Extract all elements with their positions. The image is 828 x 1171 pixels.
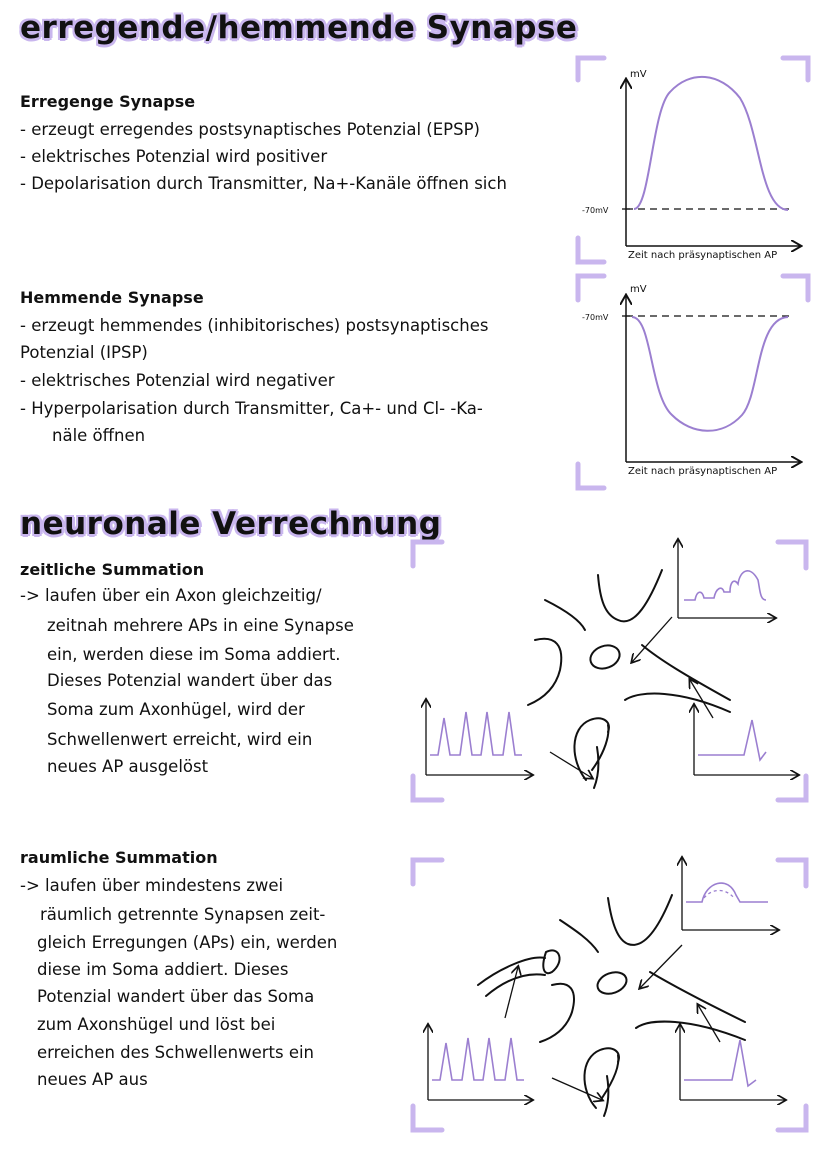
temporal-heading: zeitliche Summation: [20, 560, 205, 579]
frame-corners-temporal: [413, 542, 806, 800]
inhibitory-bullet-3: - Hyperpolarisation durch Transmitter, Ca+- und Cl- -Ka-: [20, 399, 483, 418]
temporal-mini-graph-soma: [678, 540, 775, 618]
temporal-line-1: -> laufen über ein Axon gleichzeitig/: [20, 586, 322, 605]
spatial-line-5: Potenzial wandert über das Soma: [37, 987, 315, 1006]
excitatory-bullet-3: - Depolarisation durch Transmitter, Na+-Kanäle öffnen sich: [20, 174, 507, 193]
ipsp-graph: [622, 296, 800, 462]
frame-corners-ipsp: [578, 276, 808, 488]
epsp-curve: [634, 77, 788, 210]
spatial-mini-graph-soma: [682, 858, 778, 930]
temporal-mini-graph-output: [694, 705, 798, 775]
spatial-line-6: zum Axonshügel und löst bei: [37, 1015, 276, 1034]
spatial-neuron: [478, 895, 745, 1116]
epsp-ylabel: mV: [630, 69, 647, 80]
temporal-line-5: Soma zum Axonhügel, wird der: [47, 700, 305, 719]
spatial-line-8: neues AP aus: [37, 1070, 148, 1089]
spatial-line-4: diese im Soma addiert. Dieses: [37, 960, 289, 979]
frame-corners-epsp: [578, 58, 808, 262]
spatial-line-7: erreichen des Schwellenwerts ein: [37, 1043, 315, 1062]
ipsp-curve: [632, 317, 788, 431]
temporal-line-3: ein, werden diese im Soma addiert.: [47, 645, 341, 664]
temporal-line-4: Dieses Potenzial wandert über das: [47, 671, 333, 690]
excitatory-heading: Erregenge Synapse: [20, 92, 196, 111]
epsp-baseline-label: -70mV: [582, 206, 609, 215]
ipsp-xlabel: Zeit nach präsynaptischen AP: [628, 466, 778, 477]
spatial-line-1: -> laufen über mindestens zwei: [20, 876, 284, 895]
temporal-line-2: zeitnah mehrere APs in eine Synapse: [47, 616, 354, 635]
section-title-verrechnung: neuronale Verrechnung: [20, 506, 442, 542]
temporal-mini-graph-input: [426, 700, 532, 775]
inhibitory-bullet-1: - erzeugt hemmendes (inhibitorisches) postsynaptisches: [20, 316, 489, 335]
epsp-xlabel: Zeit nach präsynaptischen AP: [628, 250, 778, 261]
ipsp-ylabel: mV: [630, 284, 647, 295]
spatial-line-3: gleich Erregungen (APs) ein, werden: [37, 933, 338, 952]
ipsp-baseline-label: -70mV: [582, 313, 609, 322]
inhibitory-bullet-1-cont: Potenzial (IPSP): [20, 343, 148, 362]
spatial-heading: raumliche Summation: [20, 848, 218, 867]
epsp-graph: [622, 77, 800, 246]
frame-corners-spatial: [413, 860, 806, 1130]
excitatory-bullet-2: - elektrisches Potenzial wird positiver: [20, 147, 328, 166]
spatial-mini-graph-input: [428, 1025, 532, 1100]
inhibitory-bullet-3-cont: näle öffnen: [52, 426, 146, 445]
inhibitory-heading: Hemmende Synapse: [20, 288, 204, 307]
section-title-synapse: erregende/hemmende Synapse: [20, 10, 578, 46]
spatial-line-2: räumlich getrennte Synapsen zeit-: [40, 905, 326, 924]
temporal-line-7: neues AP ausgelöst: [47, 757, 209, 776]
temporal-line-6: Schwellenwert erreicht, wird ein: [47, 730, 313, 749]
inhibitory-bullet-2: - elektrisches Potenzial wird negativer: [20, 371, 335, 390]
excitatory-bullet-1: - erzeugt erregendes postsynaptisches Potenzial (EPSP): [20, 120, 480, 139]
